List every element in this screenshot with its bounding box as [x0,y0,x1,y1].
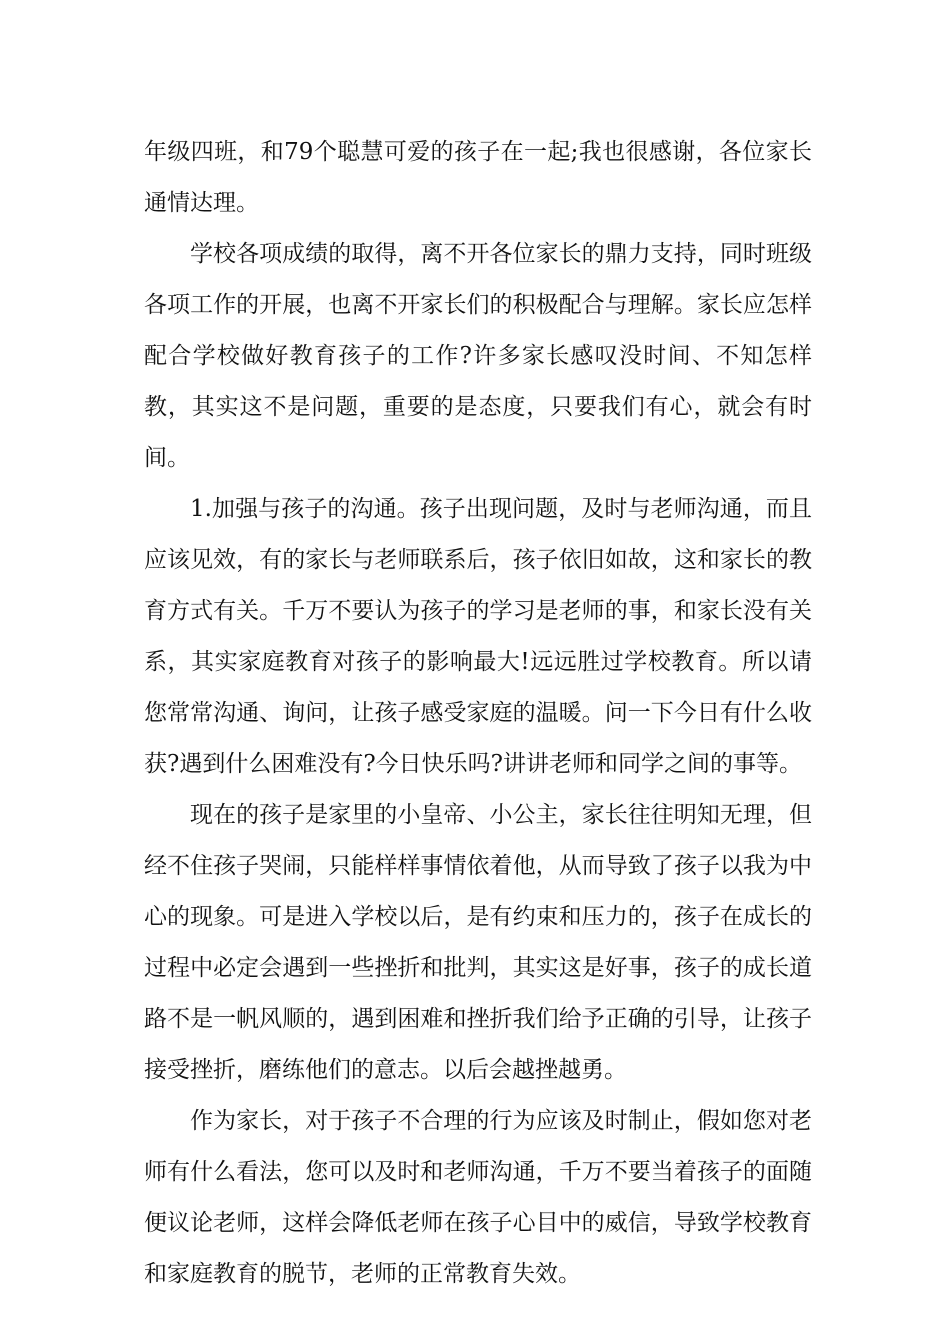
paragraph-1: 年级四班，和79个聪慧可爱的孩子在一起;我也很感谢，各位家长通情达理。 [144,139,812,216]
paragraph-3: 1.加强与孩子的沟通。孩子出现问题，及时与老师沟通，而且应该见效，有的家长与老师联系后，孩子依旧如故，这和家长的教育方式有关。千万不要认为孩子的学习是老师的事，和家长没有关系，其实家庭教育对孩子的影响最大!远远胜过学校教育。所以请您常常沟通、询问，让孩子感受家庭的温暖。问一下今日有什么收获?遇到什么困难没有?今日快乐吗?讲讲老师和同学之间的事等。 [144,496,812,777]
document-body [144,127,812,1300]
paragraph-4: 现在的孩子是家里的小皇帝、小公主，家长往往明知无理，但经不住孩子哭闹，只能样样事情依着他，从而导致了孩子以我为中心的现象。可是进入学校以后，是有约束和压力的，孩子在成长的过程中必定会遇到一些挫折和批判，其实这是好事，孩子的成长道路不是一帆风顺的，遇到困难和挫折我们给予正确的引导，让孩子接受挫折，磨练他们的意志。以后会越挫越勇。 [144,802,812,1083]
paragraph-2: 学校各项成绩的取得，离不开各位家长的鼎力支持，同时班级各项工作的开展，也离不开家长们的积极配合与理解。家长应怎样配合学校做好教育孩子的工作?许多家长感叹没时间、不知怎样教，其实这不是问题，重要的是态度，只要我们有心，就会有时间。 [144,241,812,471]
paragraph-5: 作为家长，对于孩子不合理的行为应该及时制止，假如您对老师有什么看法，您可以及时和老师沟通，千万不要当着孩子的面随便议论老师，这样会降低老师在孩子心目中的威信，导致学校教育和家庭教育的脱节，老师的正常教育失效。 [144,1108,812,1287]
